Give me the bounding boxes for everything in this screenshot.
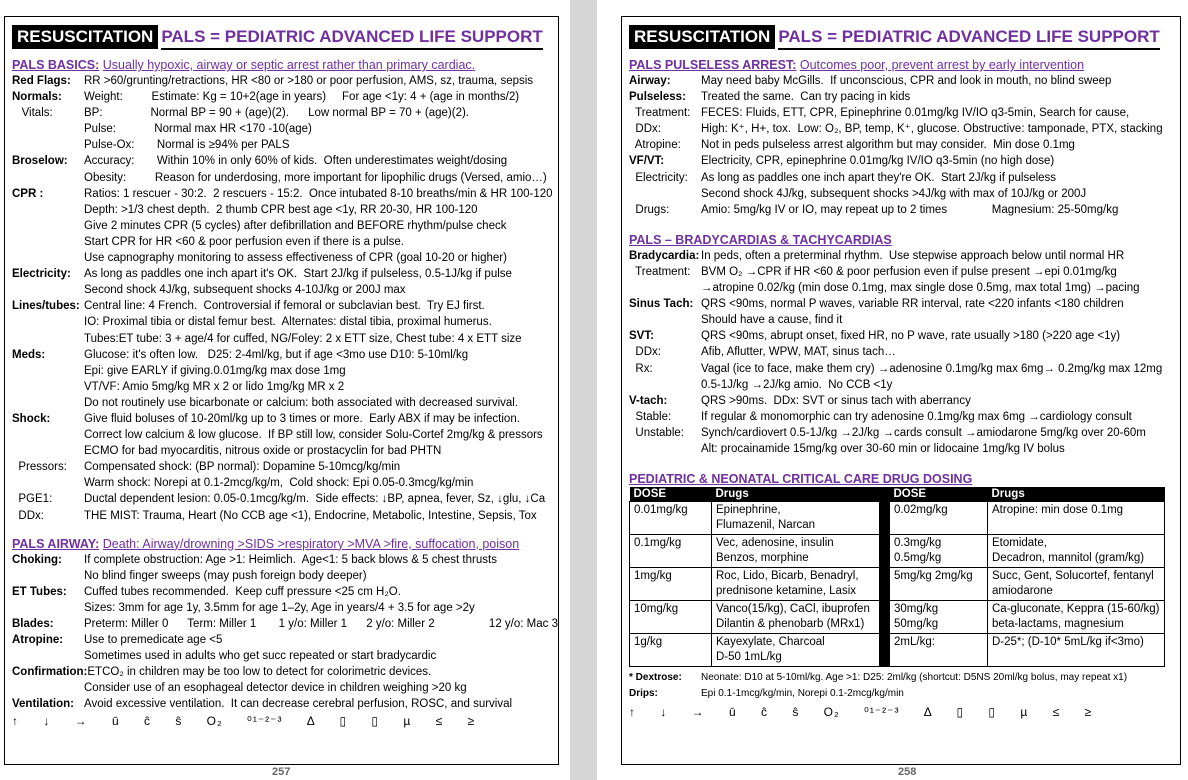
row-label: Red Flags:: [12, 75, 71, 87]
row-label: VF/VT:: [629, 155, 665, 168]
symbol-row: ↑ ↓ → ū ĉ ŝ O₂ ⁰¹⁻²⁻³ Δ ▯ ▯ µ ≤ ≥: [12, 713, 476, 728]
row-label: Atropine:: [629, 139, 681, 152]
row-text: Start CPR for HR <60 & poor perfusion even if there is a pulse.: [84, 235, 404, 248]
text-row: [12, 508, 554, 524]
text-row: [629, 105, 1176, 121]
row-label: [629, 441, 701, 457]
text-row: [629, 296, 1176, 312]
text-row: [12, 137, 554, 153]
table-divider: [880, 601, 890, 634]
drugs-cell: Vec, adenosine, insulin Benzos, morphine: [712, 535, 880, 568]
drugs-cell: Roc, Lido, Bicarb, Benadryl, prednisone ketamine, Lasix: [712, 568, 880, 601]
page-number: 257: [272, 766, 291, 778]
text-row: [12, 696, 554, 712]
text-row: [12, 298, 554, 314]
row-text: RR >60/grunting/retractions, HR <80 or >180 or poor perfusion, AMS, sz, trauma, sepsis: [84, 75, 534, 87]
table-row: [630, 634, 1165, 667]
row-label: [12, 427, 84, 443]
row-text: Electricity, CPR, epinephrine 0.01mg/kg IV/IO q3-5min (no high dose): [701, 155, 1055, 168]
text-row: [12, 73, 554, 89]
row-text: QRS >90ms. DDx: SVT or sinus tach with aberrancy: [701, 394, 971, 407]
row-label: Normals:: [12, 91, 62, 104]
row-label: CPR :: [12, 187, 44, 200]
row-label: [12, 475, 84, 491]
text-row: [12, 218, 554, 234]
page-header: [629, 25, 1160, 49]
dose-cell: 0.02mg/kg: [890, 502, 988, 535]
text-row: [629, 280, 1176, 296]
row-label: Electricity:: [629, 171, 688, 184]
text-row: [12, 648, 554, 664]
table-divider: [880, 568, 890, 601]
row-text: Glucose: it's often low. D25: 2-4ml/kg, but if age <3mo use D10: 5-10ml/kg: [84, 348, 469, 361]
text-row: [12, 153, 554, 169]
text-row: [12, 314, 554, 330]
row-text: As long as paddles one inch apart it's OK. Start 2J/kg if pulseless, 0.5-1J/kg if pulse: [84, 268, 512, 281]
section-subtitle: Death: Airway/drowning >SIDS >respiratory >MVA >fire, suffocation, poison: [102, 536, 520, 551]
drugs-cell: Vanco(15/kg), CaCl, ibuprofen Dilantin & phenobarb (MRx1): [712, 601, 880, 634]
dose-cell: 1mg/kg: [630, 568, 712, 601]
text-row: [12, 234, 554, 250]
section-title-brady-tachy: PALS – BRADYCARDIAS & TACHYCARDIAS: [629, 232, 892, 247]
row-label: Sinus Tach:: [629, 298, 694, 311]
drugs-cell: Etomidate, Decadron, mannitol (gram/kg): [988, 535, 1165, 568]
section-subtitle: Outcomes poor, prevent arrest by early intervention: [799, 58, 1085, 72]
airway-rows: [12, 552, 558, 713]
row-text: Preterm: Miller 0 Term: Miller 1 1 y/o: Miller 1 2 y/o: Miller 2 12 y/o: Mac 3: [84, 618, 558, 630]
row-label: Drugs:: [629, 203, 670, 216]
row-label: Broselow:: [12, 155, 68, 168]
text-row: [12, 491, 554, 507]
row-text: Use capnography monitoring to assess effectiveness of CPR (goal 10-20 or higher): [84, 252, 507, 265]
dose-cell: 2mL/kg:: [890, 634, 988, 667]
row-label: [12, 395, 84, 411]
text-row: [629, 377, 1176, 393]
row-label: [12, 314, 84, 330]
row-label: Stable:: [629, 410, 672, 423]
section-subtitle: Usually hypoxic, airway or septic arrest rather than primary cardiac.: [102, 58, 476, 72]
row-text: As long as paddles one inch apart they're OK. Start 2J/kg if pulseless: [701, 171, 1057, 184]
header-block: RESUSCITATION: [12, 25, 158, 49]
row-label: [12, 218, 84, 234]
row-text: Sizes: 3mm for age 1y, 3.5mm for age 1–2y, Age in years/4 + 3.5 for age >2y: [84, 601, 475, 614]
text-row: [12, 475, 554, 491]
dose-cell: 10mg/kg: [630, 601, 712, 634]
row-text: Consider use of an esophageal detector device in children weighing >20 kg: [84, 682, 467, 695]
row-text: BP: Normal BP = 90 + (age)(2). Low normal BP = 70 + (age)(2).: [84, 107, 469, 120]
row-label: Pulseless:: [629, 91, 686, 104]
row-label: DDx:: [629, 123, 661, 136]
header-title: PALS = PEDIATRIC ADVANCED LIFE SUPPORT: [778, 26, 1159, 50]
text-row: [12, 664, 554, 680]
dose-cell: 30mg/kg 50mg/kg: [890, 601, 988, 634]
pulseless-rows: [629, 73, 1176, 218]
row-label: Treatment:: [629, 265, 691, 278]
text-row: [629, 186, 1176, 202]
row-text: No blind finger sweeps (may push foreign body deeper): [84, 569, 367, 582]
column-header: DOSE: [630, 487, 712, 502]
text-row: [12, 266, 554, 282]
text-row: [12, 121, 554, 137]
section-title-basics: PALS BASICS: Usually hypoxic, airway or septic arrest rather than primary cardiac.: [12, 58, 476, 72]
text-row: [629, 89, 1176, 105]
text-row: [12, 250, 554, 266]
row-text: In peds, often a preterminal rhythm. Use stepwise approach below until normal HR: [701, 249, 1125, 262]
basics-rows: [12, 73, 554, 524]
row-text: If complete obstruction: Age >1: Heimlich. Age<1: 5 back blows & 5 chest thrusts: [84, 553, 497, 566]
row-label: Meds:: [12, 348, 46, 361]
row-label: Shock:: [12, 412, 51, 425]
row-label: [629, 377, 701, 393]
column-header: Drugs: [988, 487, 1165, 502]
row-text: Sometimes used in adults who get succ repeated or start bradycardic: [84, 650, 437, 663]
row-label: Confirmation:: [12, 666, 88, 679]
text-row: [12, 568, 554, 584]
text-row: [629, 409, 1176, 425]
brady-tachy-rows: [629, 248, 1176, 457]
row-label: [629, 280, 701, 296]
footnote-row: [629, 670, 1176, 686]
table-body: [630, 502, 1165, 667]
text-row: [12, 427, 554, 443]
row-text: Alt: procainamide 15mg/kg over 30-60 min or lidocaine 1mg/kg IV bolus: [701, 442, 1065, 455]
row-label: [12, 443, 84, 459]
row-label: Choking:: [12, 553, 62, 566]
row-label: [12, 282, 84, 298]
row-text: THE MIST: Trauma, Heart (No CCB age <1), Endocrine, Metabolic, Intestine, Sepsis, Tox: [84, 509, 537, 522]
text-row: [12, 411, 554, 427]
dose-cell: 5mg/kg 2mg/kg: [890, 568, 988, 601]
row-text: Do not routinely use bicarbonate or calcium: both associated with decreased survival.: [84, 396, 519, 409]
row-text: IO: Proximal tibia or distal femur best. Alternates: distal tibia, proximal humerus.: [84, 316, 492, 329]
text-row: [629, 248, 1176, 264]
row-label: DDx:: [12, 509, 44, 522]
text-row: [12, 363, 554, 379]
text-row: [12, 186, 554, 202]
table-row: [630, 535, 1165, 568]
page-content: [629, 57, 1176, 720]
text-row: [629, 170, 1176, 186]
row-label: Lines/tubes:: [12, 300, 80, 313]
table-divider: [880, 502, 890, 535]
row-text: Central line: 4 French. Controversial if femoral or subclavian best. Try EJ first.: [84, 300, 485, 313]
drugs-cell: Ca-gluconate, Keppra (15-60/kg) beta-lactams, magnesium: [988, 601, 1165, 634]
column-header: DOSE: [890, 487, 988, 502]
row-text: Ductal dependent lesion: 0.05-0.1mcg/kg/m. Side effects: ↓BP, apnea, fever, Sz, ↓glu, ↓Ca: [84, 493, 546, 506]
row-text: VT/VF: Amio 5mg/kg MR x 2 or lido 1mg/kg MR x 2: [84, 380, 345, 393]
header-block: RESUSCITATION: [629, 25, 775, 49]
page-number: 258: [898, 766, 917, 778]
text-row: [12, 347, 554, 363]
footnote-text: Epi 0.1-1mcg/kg/min, Norepi 0.1-2mcg/kg/min: [701, 688, 904, 700]
table-divider: [880, 634, 890, 667]
text-row: [12, 600, 554, 616]
text-row: [12, 282, 554, 298]
table-row: [630, 568, 1165, 601]
row-label: Unstable:: [629, 426, 684, 439]
text-row: [12, 202, 554, 218]
text-row: [12, 331, 554, 347]
text-row: [629, 121, 1176, 137]
row-label: Pressors:: [12, 461, 67, 474]
row-label: Bradycardia:: [629, 249, 700, 262]
section-title-dosing: PEDIATRIC & NEONATAL CRITICAL CARE DRUG DOSING: [629, 472, 973, 487]
row-text: BVM O₂ →CPR if HR <60 & poor perfusion even if pulse present →epi 0.01mg/kg: [701, 265, 1117, 278]
text-row: [12, 680, 554, 696]
drugs-cell: Atropine: min dose 0.1mg: [988, 502, 1165, 535]
section-title-pulseless: PALS PULSELESS ARREST: Outcomes poor, prevent arrest by early intervention: [629, 58, 1085, 72]
table-divider: [880, 487, 890, 502]
row-label: [12, 234, 84, 250]
text-row: [629, 153, 1176, 169]
drug-dosing-table: [629, 487, 1165, 667]
page-frame: [4, 16, 559, 765]
row-text: Cuffed tubes recommended. Keep cuff pressure <25 cm H₂O.: [84, 585, 401, 598]
text-row: [629, 312, 1176, 328]
row-text: Avoid excessive ventilation. It can decrease cerebral perfusion, ROSC, and survival: [84, 698, 513, 711]
row-text: Pulse: Normal max HR <170 -10(age): [84, 123, 312, 136]
row-label: Blades:: [12, 618, 54, 630]
text-row: [12, 89, 554, 105]
text-row: [12, 459, 554, 475]
page-content: [12, 57, 558, 729]
row-text: ETCO₂ in children may be too low to detect for colorimetric devices.: [87, 666, 432, 679]
text-row: [629, 137, 1176, 153]
row-label: ET Tubes:: [12, 585, 67, 598]
text-row: [629, 328, 1176, 344]
row-text: If regular & monomorphic can try adenosine 0.1mg/kg max 6mg →cardiology consult: [701, 410, 1132, 423]
row-text: Depth: >1/3 chest depth. 2 thumb CPR best age <1y, RR 20-30, HR 100-120: [84, 203, 478, 216]
section-title-airway: PALS AIRWAY: Death: Airway/drowning >SIDS >respiratory >MVA >fire, suffocation, poison: [12, 536, 520, 551]
row-text: →atropine 0.02/kg (min dose 0.1mg, max single dose 0.5mg, max total 1mg) →pacing: [701, 282, 1140, 295]
text-row: [629, 202, 1176, 218]
page-frame: [621, 16, 1181, 765]
row-text: Epi: give EARLY if giving.0.01mg/kg max dose 1mg: [84, 364, 346, 377]
page-257: [0, 0, 570, 780]
row-label: [12, 331, 84, 347]
drugs-cell: D-25*; (D-10* 5mL/kg if<3mo): [988, 634, 1165, 667]
footnotes: [629, 670, 1176, 702]
row-label: [12, 250, 84, 266]
row-text: 0.5-1J/kg →2J/kg amio. No CCB <1y: [701, 378, 893, 391]
table-header-row: [630, 487, 1165, 502]
text-row: [629, 441, 1176, 457]
row-label: Ventilation:: [12, 698, 74, 711]
row-text: QRS <90ms, normal P waves, variable RR interval, rate <220 infants <180 children: [701, 298, 1124, 311]
row-label: [12, 379, 84, 395]
row-text: Use to premedicate age <5: [84, 634, 223, 647]
row-label: Electricity:: [12, 268, 71, 281]
text-row: [629, 425, 1176, 441]
row-text: Second shock 4J/kg, subsequent shocks 4-10J/kg or 200J max: [84, 284, 406, 297]
column-header: Drugs: [712, 487, 880, 502]
row-text: Pulse-Ox: Normal is ≥94% per PALS: [84, 139, 290, 152]
text-row: [12, 170, 554, 186]
row-text: Weight: Estimate: Kg = 10+2(age in years) For age <1y: 4 + (age in months/2): [84, 91, 520, 104]
row-text: Compensated shock: (BP normal): Dopamine 5-10mcg/kg/min: [84, 461, 401, 474]
drugs-cell: Kayexylate, Charcoal D-50 1mL/kg: [712, 634, 880, 667]
row-label: [12, 680, 84, 696]
row-text: FECES: Fluids, ETT, CPR, Epinephrine 0.01mg/kg IV/IO q3-5min, Search for cause,: [701, 107, 1130, 120]
dose-cell: 0.01mg/kg: [630, 502, 712, 535]
row-label: [12, 202, 84, 218]
row-label: DDx:: [629, 346, 661, 359]
row-text: Amio: 5mg/kg IV or IO, may repeat up to 2 times Magnesium: 25-50mg/kg: [701, 203, 1119, 216]
row-text: ECMO for bad myocarditis, nitrous oxide or prostacyclin for bad PHTN: [84, 445, 442, 458]
row-label: Airway:: [629, 75, 671, 87]
text-row: [12, 379, 554, 395]
symbol-row: ↑ ↓ → ū ĉ ŝ O₂ ⁰¹⁻²⁻³ Δ ▯ ▯ µ ≤ ≥: [629, 705, 1093, 720]
row-text: Not in peds pulseless arrest algorithm but may consider. Min dose 0.1mg: [701, 139, 1075, 152]
row-label: [12, 600, 84, 616]
row-text: Afib, Aflutter, WPW, MAT, sinus tach…: [701, 346, 896, 359]
row-label: PGE1:: [12, 493, 53, 506]
row-text: Warm shock: Norepi at 0.1-2mcg/kg/m, Cold shock: Epi 0.05-0.3mcg/kg/min: [84, 477, 474, 490]
footnote-text: Neonate: D10 at 5-10ml/kg. Age >1: D25: 2ml/kg (shortcut: D5NS 20ml/kg bolus, may repeat x1): [701, 672, 1128, 684]
text-row: [629, 393, 1176, 409]
row-label: [12, 363, 84, 379]
text-row: [629, 264, 1176, 280]
row-label: [12, 137, 84, 153]
row-text: Synch/cardiovert 0.5-1J/kg →2J/kg →cards consult →amiodarone 5mg/kg over 20-60m: [701, 426, 1146, 439]
text-row: [12, 584, 554, 600]
text-row: [12, 443, 554, 459]
dose-cell: 1g/kg: [630, 634, 712, 667]
text-row: [12, 616, 558, 632]
row-text: Correct low calcium & low glucose. If BP still low, consider Solu-Cortef 2mg/kg & pressors: [84, 429, 543, 442]
header-title: PALS = PEDIATRIC ADVANCED LIFE SUPPORT: [161, 26, 542, 50]
text-row: [629, 73, 1176, 89]
drugs-cell: Epinephrine, Flumazenil, Narcan: [712, 502, 880, 535]
row-label: SVT:: [629, 330, 654, 343]
row-text: Obesity: Reason for underdosing, more important for lipophilic drugs (Versed, amio…): [84, 171, 547, 184]
row-label: Treatment:: [629, 107, 691, 120]
footnote-label: Drips:: [629, 688, 658, 700]
row-text: High: K⁺, H+, tox. Low: O₂, BP, temp, K⁺, glucose. Obstructive: tamponade, PTX, stacking: [701, 123, 1163, 136]
page-258: [597, 0, 1188, 780]
footnote-row: [629, 686, 1176, 702]
row-label: [12, 121, 84, 137]
drugs-cell: Succ, Gent, Solucortef, fentanyl amiodarone: [988, 568, 1165, 601]
text-row: [629, 361, 1176, 377]
row-text: Ratios: 1 rescuer - 30:2. 2 rescuers - 15:2. Once intubated 8-10 breaths/min & HR 100-120: [84, 187, 553, 200]
row-text: Second shock 4J/kg, subsequent shocks >4J/kg with max of 10J/kg or 200J: [701, 187, 1087, 200]
table-divider: [880, 535, 890, 568]
row-text: Tubes:ET tube: 3 + age/4 for cuffed, NG/Foley: 2 x ETT size, Chest tube: 4 x ETT size: [84, 332, 522, 345]
row-label: [12, 648, 84, 664]
row-label: Rx:: [629, 362, 653, 375]
text-row: [12, 552, 554, 568]
row-text: May need baby McGills. If unconscious, CPR and look in mouth, no blind sweep: [701, 75, 1112, 87]
table-row: [630, 502, 1165, 535]
text-row: [12, 395, 554, 411]
row-label: Vitals:: [12, 107, 53, 120]
row-text: Should have a cause, find it: [701, 314, 843, 327]
row-text: Give fluid boluses of 10-20ml/kg up to 3 times or more. Early ABX if may be infection.: [84, 412, 520, 425]
text-row: [629, 344, 1176, 360]
row-label: [12, 170, 84, 186]
row-text: Accuracy: Within 10% in only 60% of kids. Often underestimates weight/dosing: [84, 155, 508, 168]
row-text: QRS <90ms, abrupt onset, fixed HR, no P wave, rate usually >180 (>220 age <1y): [701, 330, 1121, 343]
text-row: [12, 105, 554, 121]
row-label: V-tach:: [629, 394, 668, 407]
dose-cell: 0.3mg/kg 0.5mg/kg: [890, 535, 988, 568]
row-label: Atropine:: [12, 634, 64, 647]
footnote-label: * Dextrose:: [629, 672, 682, 684]
row-text: Vagal (ice to face, make them cry) →adenosine 0.1mg/kg max 6mg→ 0.2mg/kg max 12mg: [701, 362, 1163, 375]
table-row: [630, 601, 1165, 634]
page-header: [12, 25, 543, 49]
row-label: [629, 186, 701, 202]
row-text: Give 2 minutes CPR (5 cycles) after defibrillation and BEFORE rhythm/pulse check: [84, 219, 507, 232]
text-row: [12, 632, 554, 648]
row-label: [629, 312, 701, 328]
row-label: [12, 568, 84, 584]
dose-cell: 0.1mg/kg: [630, 535, 712, 568]
row-text: Treated the same. Can try pacing in kids: [701, 91, 911, 104]
